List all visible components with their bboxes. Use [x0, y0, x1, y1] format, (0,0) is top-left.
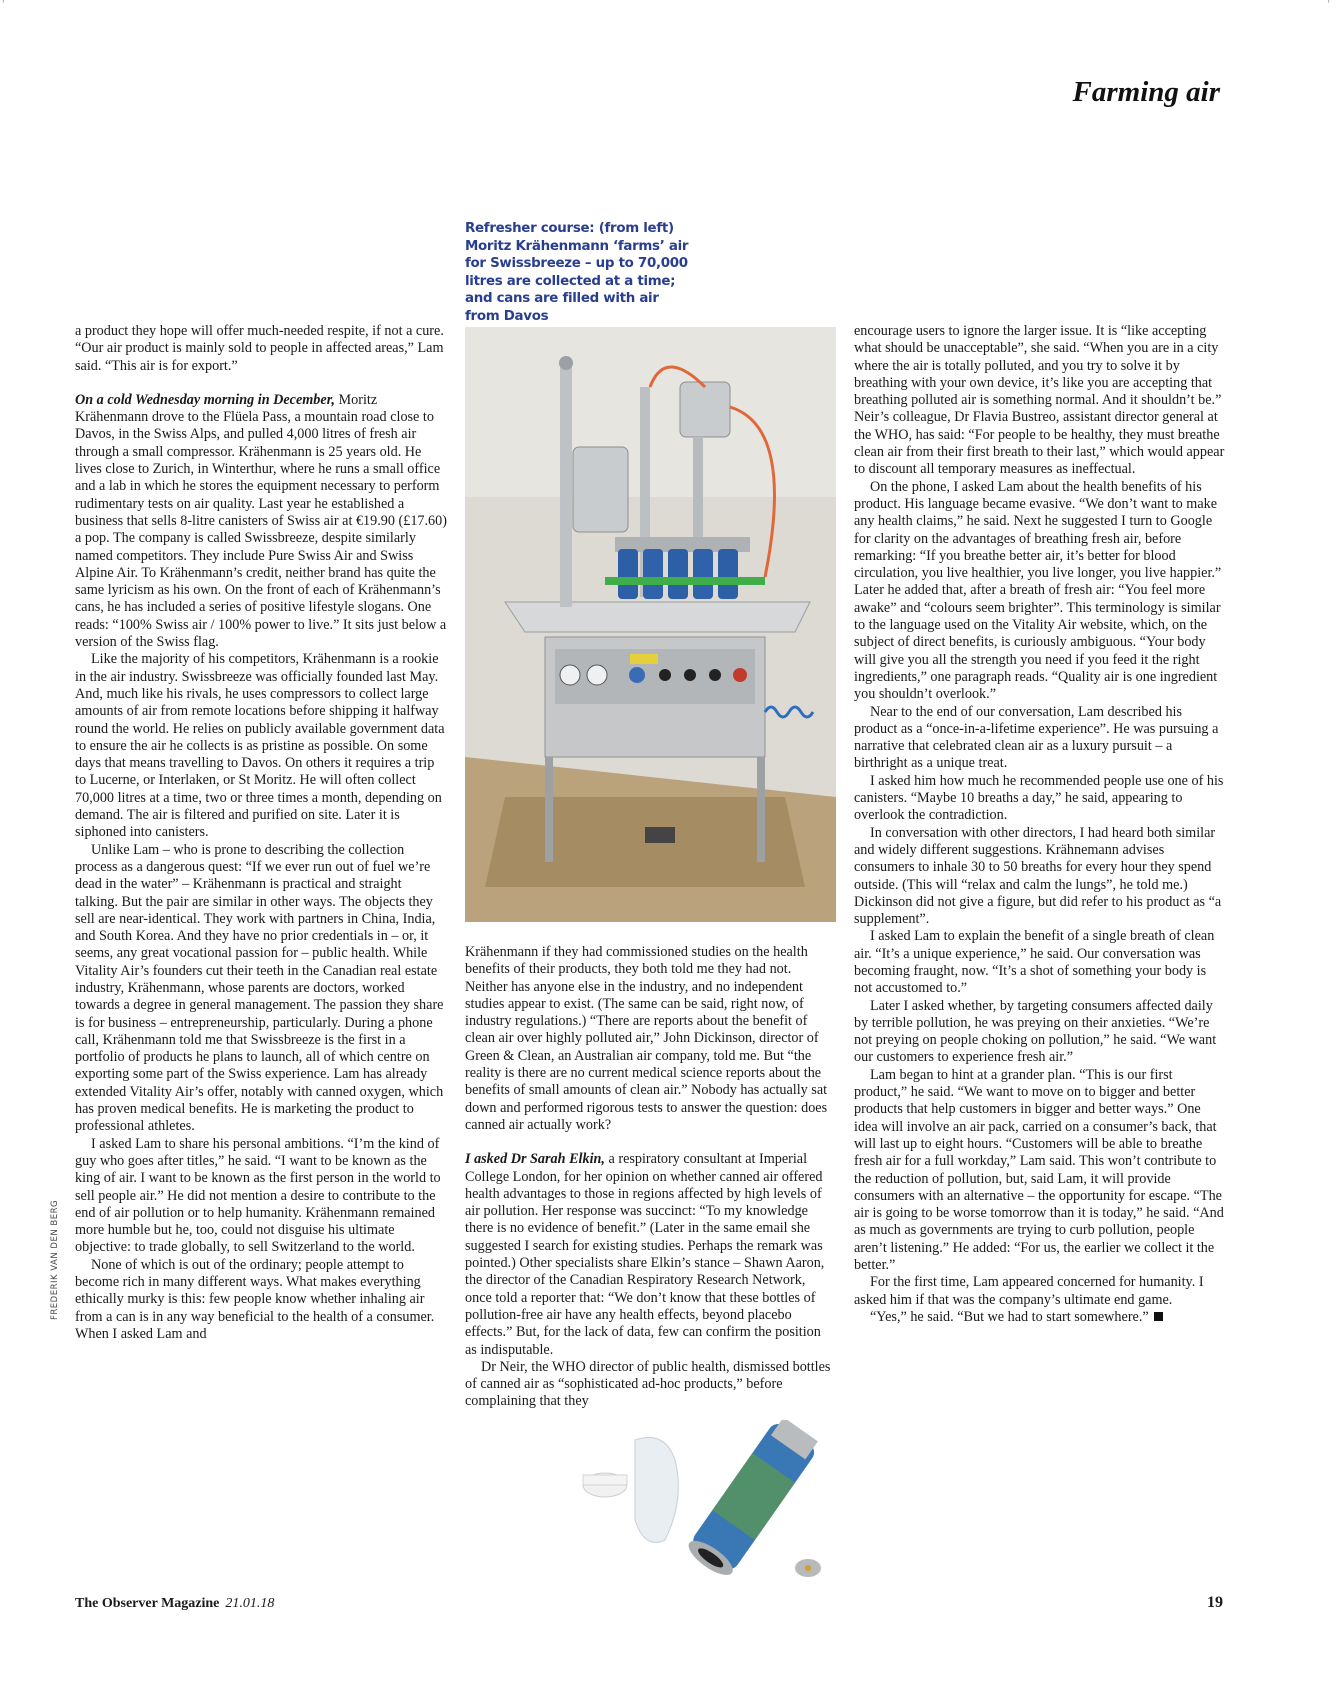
paragraph: Like the majority of his competitors, Krähenmann is a rookie in the air industry. Swissbreeze was officially founded last May. And, much like his rivals, he uses compressors to collect large amounts of air from remote locations before shipping it halfway round the world. He relies on publicly available government data to ensure the air he collects is as pristine as possible. On some days that means travelling to Davos. On others it requires a trip to Lucerne, or Interlaken, or St Moritz. He will often collect 70,000 litres at a time, two or three times a month, depending on demand. The air is filtered and purified on site. Later it is siphoned into canisters.	[75, 651, 445, 841]
filling-machine-illustration	[465, 327, 836, 922]
corner-mark-left: '	[2, 0, 5, 10]
paragraph: For the first time, Lam appeared concerned for humanity. I asked him if that was the company’s ultimate end game.	[854, 1274, 1204, 1308]
paragraph: I asked Lam to share his personal ambitions. “I’m the kind of guy who goes after titles,” he said. “I want to be known as the king of air. I want to be known as the first person in the world to sell people air.” He did not mention a desire to contribute to the end of air pollution or to help humanity. Krähenmann remained more humble but he, too, could not disguise his ultimate objective: to trade globally, to sell Switzerland to the world.	[75, 1135, 441, 1256]
paragraph: Krähenmann if they had commissioned studies on the health benefits of their products, they both told me they had not. Neither has anyone else in the industry, and no independent studies appear to exist. (The same can be said, right now, of industry regulations.) “There are reports about the benefit of clean air over highly polluted air,” John Dickinson, director of Green & Clean, an Australian air company, told me. But “the reality is there are no current medical science reports about the benefits of small amounts of clean air.” Nobody has actually sat down and performed rigorous tests to answer the question: does canned air actually work?	[465, 944, 828, 1133]
footer	[75, 1596, 274, 1612]
paragraph: I asked him how much he recommended people use one of his canisters. “Maybe 10 breaths a day,” he said, appearing to overlook the contradiction.	[854, 772, 1224, 824]
issue-date: 21.01.18	[225, 1596, 275, 1611]
photo-credit: FREDERIK VAN DEN BERG	[50, 1199, 60, 1320]
paragraph: Near to the end of our conversation, Lam described his product as a “once-in-a-lifetime experience”. He was pursuing a narrative that celebrated clean air as a luxury pursuit – a birthright as a unique treat.	[854, 703, 1219, 772]
cans-photo	[540, 1420, 840, 1590]
end-mark-icon	[1154, 1312, 1163, 1321]
paragraph: I asked Lam to explain the benefit of a single breath of clean air. “It’s a unique experience,” he said. Our conversation was becoming fraught, now. “It’s a shot of something your body is not accustomed to.”	[854, 928, 1215, 997]
paragraph: Unlike Lam – who is prone to describing the collection process as a dangerous quest: “If we ever run out of fuel we’re dead in the water” – Krähenmann is practical and straight talking. But the pair are similar in other ways. The objects they sell are near-identical. They work with partners in China, India, and South Korea. And they have no prior credentials in – or, it seems, any great vocational passion for – public health. While Vitality Air’s founders cut their teeth in the Canadian real estate industry, Krähenmann, whose parents are doctors, worked towards a degree in general management. The passion they share is for business – entrepreneurship, particularly. During a phone call, Krähenmann told me that Swissbreeze is the first in a portfolio of products he plans to launch, all of which centre on exporting some part of the Swiss experience. Lam has already extended Vitality Air’s offer, notably with canned oxygen, which has proven medical benefits. He is marketing the product to professional athletes.	[75, 841, 444, 1135]
paragraph-text: a respiratory consultant at Imperial College London, for her opinion on whether canned air offered health advantages to those in regions affected by high levels of air pollution. Her response was succinct: “To my knowledge there is no evidence of benefit.” (Later in the same email she suggested I search for existing studies. Perhaps the remark was pointed.) Other specialists share Elkin’s stance – Shawn Aaron, the director of the Canadian Respiratory Research Network, once told a reporter that: “We don’t know that these bottles of pollution-free air have any health effects, beyond placebo effects.” But, for the lack of data, few can confirm the position as indisputable.	[465, 1151, 825, 1358]
section-title: Farming air	[1072, 76, 1220, 108]
photo-caption: Refresher course: (from left) Moritz Krähenmann ‘farms’ air for Swissbreeze – up to 70,000 litres are collected at a time; and cans are filled with air from Davos	[465, 221, 689, 324]
paragraph: Lam began to hint at a grander plan. “This is our first product,” he said. “We want to move on to bigger and better products that help customers in bigger and better ways.” One idea will involve an air pack, carried on a consumer’s back, that will last up to eight hours. “Customers will be able to breathe fresh air for a full workday,” Lam said. This won’t contribute to the reduction of pollution, but, said Lam, it will provide consumers with an alternative – the opportunity for escape. “The air is going to be worse tomorrow than it is today,” he said. “And as much as governments are trying to curb pollution, people aren’t listening.” He added: “For us, the earlier we collect it the better.”	[854, 1066, 1224, 1274]
article-column-1	[75, 323, 447, 1343]
paragraph: None of which is out of the ordinary; people attempt to become rich in many different ways. What makes everything ethically murky is this: few people know whether inhaling air from a can is in any way beneficial to the health of a consumer. When I asked Lam and	[75, 1256, 435, 1342]
paragraph: Dr Neir, the WHO director of public health, dismissed bottles of canned air as “sophisticated ad-hoc products,” before complaining that they	[465, 1358, 831, 1410]
page-number: 19	[1207, 1594, 1223, 1611]
machine-photo	[465, 327, 836, 922]
section-lead: I asked Dr Sarah Elkin,	[465, 1151, 605, 1168]
paragraph: In conversation with other directors, I had heard both similar and widely different suggestions. Krähnemann advises consumers to inhale 30 to 50 breaths for every hour they spend outside. (This will “relax and calm the lungs”, he told me.) Dickinson did not give a figure, but did refer to his product as “a supplement”.	[854, 824, 1222, 928]
article-column-2	[465, 944, 831, 1411]
paragraph: a product they hope will offer much-needed respite, if not a cure. “Our air product is mainly sold to people in affected areas,” Lam said. “This air is for export.”	[75, 323, 444, 374]
paragraph	[465, 1151, 831, 1359]
paragraph: On the phone, I asked Lam about the health benefits of his product. His language became evasive. “We don’t want to make any health claims,” he said. Next he suggested I turn to Google for clarity on the advantages of breathing fresh air, before remarking: “If you breathe better air, it’s better for blood circulation, you live healthier, you live longer, you live happier.” Later he added that, after a breath of fresh air: “You feel more awake” and “colours seem brighter”. This terminology is similar to the language used on the Vitality Air website, which, on the subject of direct benefits, is curiously ambiguous. “Your body will give you all the strength you need if you feed it the right ingredients,” one paragraph reads. “Quality air is one ingredient you shouldn’t overlook.”	[854, 478, 1222, 703]
paragraph	[75, 392, 447, 651]
article-column-3	[854, 323, 1226, 1326]
paragraph-text: “Yes,” he said. “But we had to start somewhere.”	[870, 1308, 1149, 1325]
paragraph	[854, 1309, 1226, 1326]
paragraph-text: Moritz Krähenmann drove to the Flüela Pass, a mountain road close to Davos, in the Swiss Alps, and pulled 4,000 litres of fresh air through a small compressor. Krähenmann is 25 years old. He lives close to Zurich, in Winterthur, where he runs a small office and a lab in which he stores the equipment necessary to perform rudimentary tests on air quality. Last year he established a business that sells 8-litre canisters of Swiss air at €19.90 (£17.60) a pop. The company is called Swissbreeze, despite similarly named competitors. They include Pure Swiss Air and Swiss Alpine Air. To Krähenmann’s credit, neither brand has quite the same lyricism as his own. On the front of each of Krähenmann’s cans, he has included a series of positive lifestyle slogans. One reads: “100% Swiss air / 100% power to live.” It sits just below a version of the Swiss flag.	[75, 391, 447, 651]
paragraph: Later I asked whether, by targeting consumers affected daily by terrible pollution, he was preying on their anxieties. “We’re not preying on people choking on pollution,” he said. “We want our customers to experience fresh air.”	[854, 997, 1217, 1066]
section-lead: On a cold Wednesday morning in December,	[75, 391, 335, 408]
magazine-name: The Observer Magazine	[75, 1596, 220, 1611]
paragraph: encourage users to ignore the larger issue. It is “like accepting what should be unacceptable”, she said. “When you are in a city where the air is totally polluted, and you try to solve it by breathing with your own device, it’s like you are accepting that breathing polluted air is something normal. And it shouldn’t be.” Neir’s colleague, Dr Flavia Bustreo, assistant director general at the WHO, has said: “For people to be healthy, they must breathe clean air from their first breath to their last,” which would appear to discount all temporary measures as ineffectual.	[854, 323, 1225, 478]
corner-mark-right: '	[1327, 0, 1330, 10]
